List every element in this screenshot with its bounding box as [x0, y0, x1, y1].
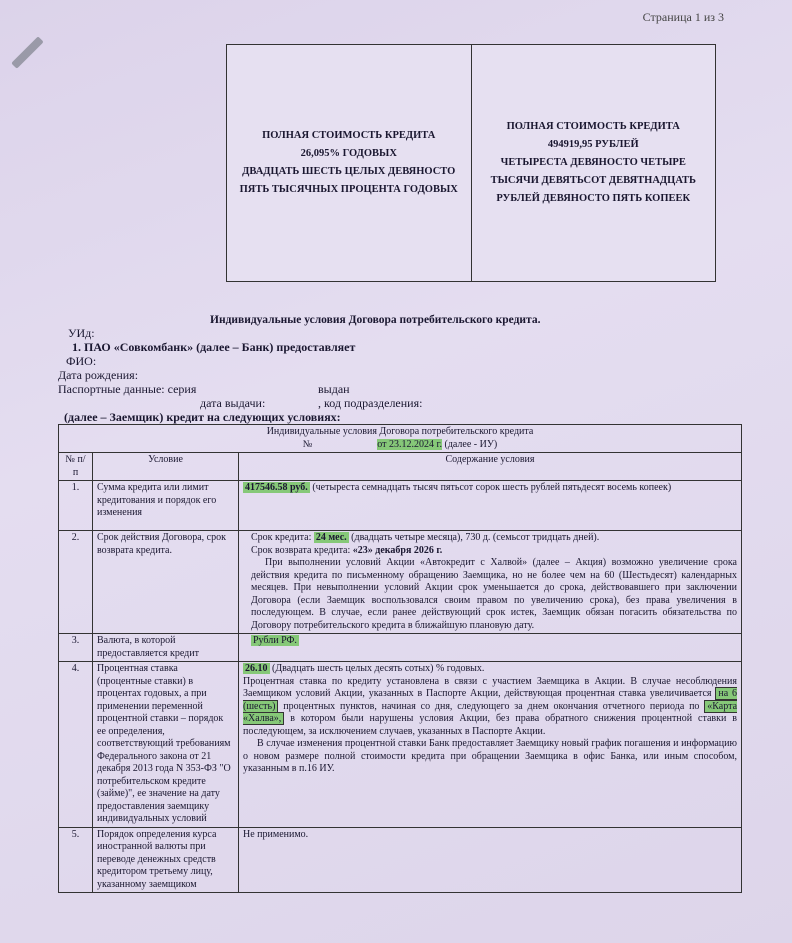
row-condition: Сумма кредита или лимит кредитования и порядок его изменения [93, 481, 239, 531]
fio-line: ФИО: [66, 354, 97, 368]
row-content [239, 634, 742, 662]
row-condition: Порядок определения курса иностранной валюты при переводе денежных средств кредитором третьему лицу, указанному заемщиком [93, 827, 239, 893]
table-row [59, 827, 742, 893]
table-caption [59, 425, 742, 453]
pencil-mark [11, 36, 44, 69]
table-row [59, 662, 742, 828]
rate-increase: на 6 (шесть) [243, 688, 737, 712]
cost-right-line2: 494919,95 РУБЛЕЙ [547, 139, 639, 150]
caption-line2 [63, 439, 737, 452]
row-content [239, 662, 742, 828]
document-title: Индивидуальные условия Договора потребительского кредита. [210, 314, 541, 326]
row-number: 3. [59, 634, 93, 662]
row-content: Не применимо. [239, 827, 742, 893]
caption-date: от 23.12.2024 г. [377, 438, 442, 450]
credit-amount-words: (четыреста семнадцать тысяч пятьсот сорок шесть рублей пятьдесят восемь копеек) [312, 482, 672, 493]
passport-line [58, 382, 355, 396]
rate-text-c: процентных пунктов, начиная со дня, следующего за днем окончания отчетного периода по [283, 700, 700, 712]
promo-terms-paragraph: При выполнении условий Акции «Автокредит с Халвой» (далее – Акция) возможно увеличение срока действия кредита по письменному обращению Заемщика, но не более чем на 60 (Шестьдесят) календарных месяцев. При невыполнении условий Акции срок уменьшается до срока, действовавшего при заключении Договора (если Заемщик воспользовался своим правом по увеличению срока), без права увеличения в последующем. В случае, если ранее действующий срок истек, Заемщик обязан погасить обязательства по Договору потребительского кредита в ближайшую плановую дату. [251, 557, 737, 631]
return-label: Срок возврата кредита: [251, 544, 351, 556]
uid-line: УИд: [68, 326, 95, 340]
card-name: «Карта «Халва», [243, 700, 738, 724]
row-number: 4. [59, 662, 93, 828]
row-content [239, 481, 742, 531]
row-condition: Процентная ставка (процентные ставки) в процентах годовых, а при применении переменной процентной ставки – порядок ее определения, соответствующий требованиям Федерального закона от 21 декабря 2013 года N 353-ФЗ "О потребительском кредите (займе)", ее значение на дату предоставления заемщику индивидуальных условий [93, 662, 239, 828]
rate-text-a: Процентная ставка по кредиту установлена в связи с участием Заемщика в Акции. В случае несоблюдения Заемщиком условий Акции, указанных в Паспорте Акции, действующая процентная ставка увеличивается [243, 675, 737, 699]
cost-percent-cell [227, 45, 471, 281]
credit-amount: 417546.58 руб. [245, 482, 308, 493]
term-line [251, 532, 737, 545]
row-number: 5. [59, 827, 93, 893]
term-label: Срок кредита: [251, 532, 312, 543]
row-condition: Валюта, в которой предоставляется кредит [93, 634, 239, 662]
cost-right-line5: РУБЛЕЙ ДЕВЯНОСТО ПЯТЬ КОПЕЕК [496, 193, 691, 204]
interest-rate: 26.10 [245, 663, 268, 674]
table-row [59, 481, 742, 531]
passport-issued-by-label: выдан [318, 382, 350, 396]
table-header-row [59, 453, 742, 481]
caption-line1: Индивидуальные условия Договора потребительского кредита [266, 426, 534, 437]
term-rest: (двадцать четыре месяца), 730 д. (семьсот тридцать дней). [351, 532, 600, 543]
schedule-paragraph: В случае изменения процентной ставки Банк предоставляет Заемщику новый график погашения и информацию о новом размере полной стоимости кредита при обращении Заемщика в офис Банка, или иным способом, указанным в п.16 ИУ. [243, 738, 737, 774]
col-header-no: № п/п [59, 453, 93, 481]
caption-suffix: (далее - ИУ) [444, 438, 498, 450]
borrower-header [58, 326, 423, 424]
page-number: Страница 1 из 3 [642, 10, 724, 24]
currency-value: Рубли РФ. [253, 635, 297, 646]
interest-rate-words: (Двадцать шесть целых десять сотых) % годовых. [272, 663, 485, 674]
row-number: 2. [59, 531, 93, 634]
table-row [59, 531, 742, 634]
col-header-content: Содержание условия [239, 453, 742, 481]
cost-right-line1: ПОЛНАЯ СТОИМОСТЬ КРЕДИТА [506, 121, 680, 132]
cost-right-line3: ЧЕТЫРЕСТА ДЕВЯНОСТО ЧЕТЫРЕ [500, 157, 686, 168]
rate-text-e: в котором были нарушены условия Акции, без права обратного снижения процентной ставки в последующем, за исключением случаев, указанных в Паспорте Акции. [243, 713, 738, 737]
credit-cost-box [226, 44, 716, 282]
row-content [239, 531, 742, 634]
cost-left-line4: ПЯТЬ ТЫСЯЧНЫХ ПРОЦЕНТА ГОДОВЫХ [239, 184, 458, 195]
borrower-line: (далее – Заемщик) кредит на следующих условиях: [64, 410, 341, 424]
return-value: «23» декабря 2026 г. [352, 544, 443, 556]
caption-number: № [302, 438, 313, 450]
issue-date-label: дата выдачи: [200, 396, 266, 410]
cost-rubles-cell [471, 45, 716, 281]
return-line [251, 545, 737, 558]
cost-left-line1: ПОЛНАЯ СТОИМОСТЬ КРЕДИТА [262, 130, 436, 141]
term-value: 24 мес. [315, 532, 347, 543]
cost-left-line3: ДВАДЦАТЬ ШЕСТЬ ЦЕЛЫХ ДЕВЯНОСТО [242, 166, 456, 177]
division-label: , код подразделения: [318, 396, 423, 410]
conditions-table [58, 424, 742, 893]
row-condition: Срок действия Договора, срок возврата кредита. [93, 531, 239, 634]
table-caption-row [59, 425, 742, 453]
passport-series-label: Паспортные данные: серия [58, 382, 197, 396]
rate-line [243, 663, 737, 676]
table-row [59, 634, 742, 662]
cost-left-line2: 26,095% ГОДОВЫХ [300, 148, 397, 159]
birth-line: Дата рождения: [58, 368, 139, 382]
issue-line [58, 396, 423, 410]
cost-right-line4: ТЫСЯЧИ ДЕВЯТЬСОТ ДЕВЯТНАДЦАТЬ [490, 175, 696, 186]
bank-line: 1. ПАО «Совкомбанк» (далее – Банк) предоставляет [72, 340, 356, 354]
row-number: 1. [59, 481, 93, 531]
col-header-condition: Условие [93, 453, 239, 481]
rate-change-paragraph [243, 676, 737, 739]
